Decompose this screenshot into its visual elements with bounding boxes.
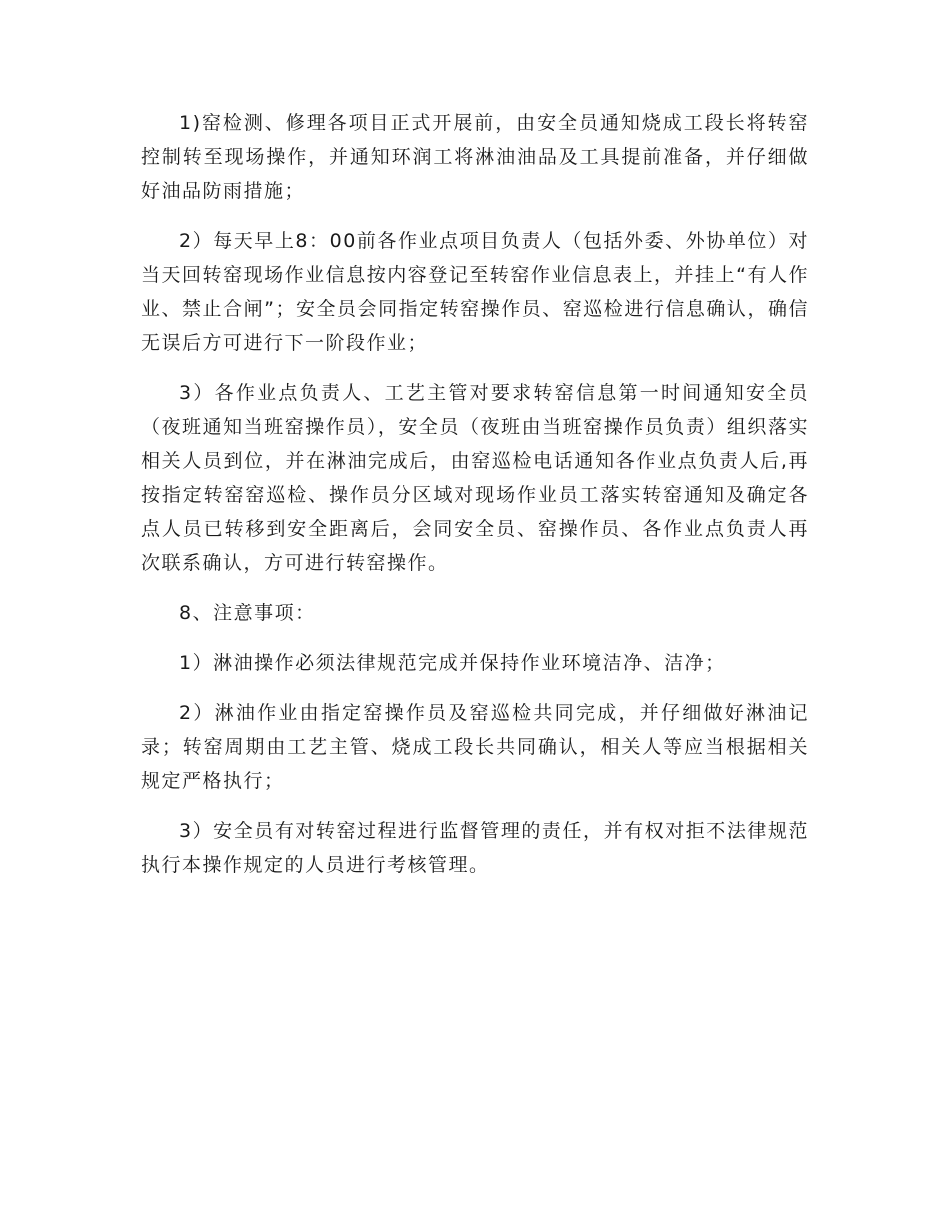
- paragraph-note-2: 2）淋油作业由指定窑操作员及窑巡检共同完成，并仔细做好淋油记录；转窑周期由工艺主管、烧成工段长共同确认，相关人等应当根据相关规定严格执行；: [141, 702, 809, 792]
- paragraph-note-1: 1）淋油操作必须法律规范完成并保持作业环境洁净、洁净；: [179, 652, 726, 674]
- paragraph-daily-registration: 2）每天早上8：00前各作业点项目负责人（包括外委、外协单位）对当天回转窑现场作业信息按内容登记至转窑作业信息表上，并挂上“有人作业、禁止合闸”；安全员会同指定转窑操作员、窑巡检进行信息确认，确信无误后方可进行下一阶段作业；: [141, 230, 809, 354]
- paragraph-notification-procedure: 3）各作业点负责人、工艺主管对要求转窑信息第一时间通知安全员（夜班通知当班窑操作员），安全员（夜班由当班窑操作员负责）组织落实相关人员到位，并在淋油完成后，由窑巡检电话通知各作业点负责人后,再按指定转窑窑巡检、操作员分区域对现场作业员工落实转窑通知及确定各点人员已转移到安全距离后，会同安全员、窑操作员、各作业点负责人再次联系确认，方可进行转窑操作。: [141, 382, 809, 574]
- paragraph-kiln-prep: 1)窑检测、修理各项目正式开展前，由安全员通知烧成工段长将转窑控制转至现场操作，并通知环润工将淋油油品及工具提前准备，并仔细做好油品防雨措施；: [141, 112, 809, 202]
- section-heading-notes: 8、注意事项：: [179, 602, 316, 624]
- paragraph-note-3: 3）安全员有对转窑过程进行监督管理的责任，并有权对拒不法律规范执行本操作规定的人员进行考核管理。: [141, 820, 809, 876]
- document-body: [141, 106, 809, 898]
